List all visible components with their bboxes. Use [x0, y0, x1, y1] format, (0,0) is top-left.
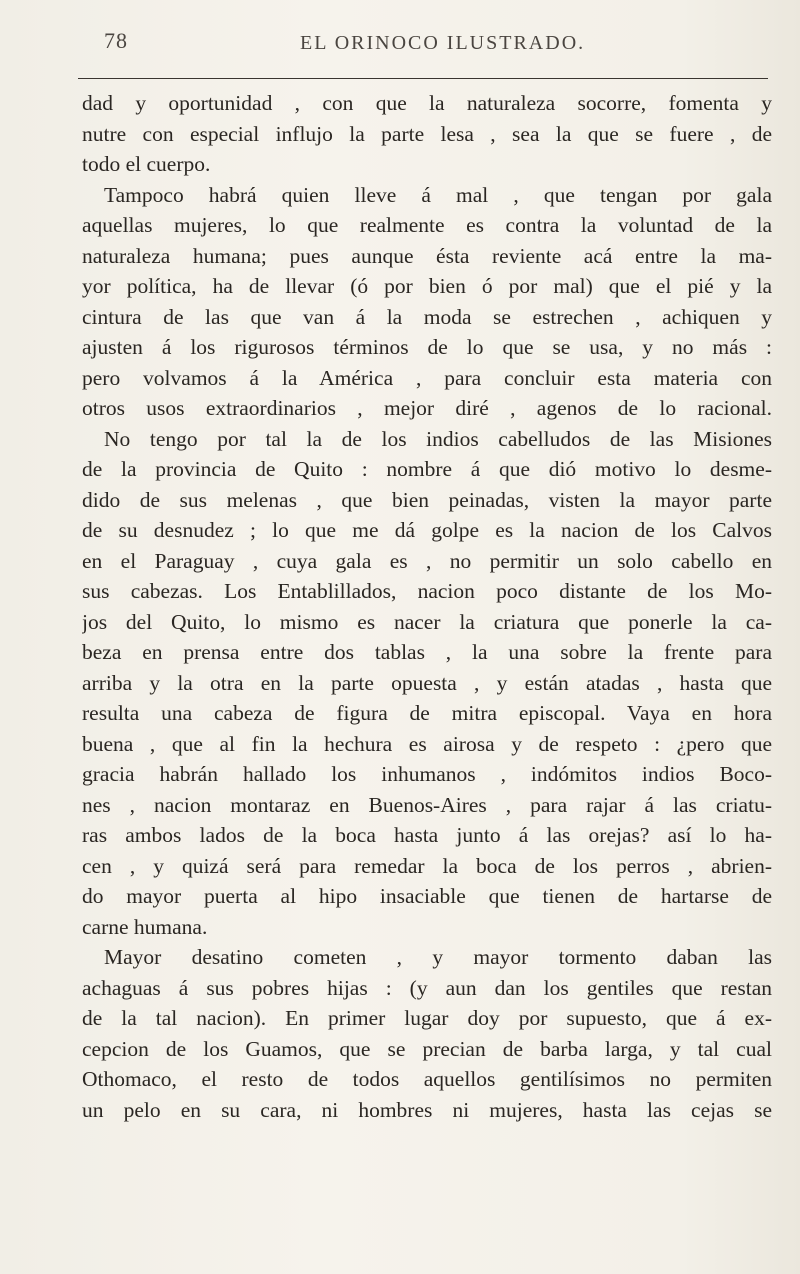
text-line: carne humana. [82, 914, 208, 939]
body-text [82, 88, 772, 1125]
text-line: Othomaco, el resto de todos aquellos gentilísimos no permiten [82, 1067, 772, 1091]
text-line: jos del Quito, lo mismo es nacer la criatura que ponerle la ca- [82, 609, 772, 634]
text-line: resulta una cabeza de figura de mitra episcopal. Vaya en hora [82, 701, 772, 725]
text-line: sus cabezas. Los Entablillados, nacion poco distante de los Mo- [82, 579, 772, 603]
text-line: en el Paraguay , cuya gala es , no permitir un solo cabello en [82, 548, 772, 573]
text-line: gracia habrán hallado los inhumanos , indómitos indios Boco- [82, 762, 772, 786]
text-line: beza en prensa entre dos tablas , la una sobre la frente para [82, 640, 772, 664]
text-line: todo el cuerpo. [82, 152, 211, 176]
text-line: un pelo en su cara, ni hombres ni mujeres, hasta las cejas se [82, 1097, 772, 1122]
header-rule [78, 78, 768, 79]
text-line: achaguas á sus pobres hijas : (y aun dan los gentiles que restan [82, 975, 772, 1000]
text-line: nutre con especial influjo la parte lesa , sea la que se fuere , de [82, 121, 772, 146]
text-line: aquellas mujeres, lo que realmente es contra la voluntad de la [82, 213, 772, 237]
text-line: naturaleza humana; pues aunque ésta reviente acá entre la ma- [82, 243, 772, 268]
text-line: ajusten á los rigurosos términos de lo que se usa, y no más : [82, 335, 772, 359]
page-number: 78 [104, 28, 128, 53]
text-line: cen , y quizá será para remedar la boca de los perros , abrien- [82, 853, 772, 878]
text-line: de su desnudez ; lo que me dá golpe es la nacion de los Calvos [82, 518, 772, 542]
text-line: otros usos extraordinarios , mejor diré , agenos de lo racional. [82, 396, 772, 420]
text-line: No tengo por tal la de los indios cabelludos de las Misiones [104, 426, 772, 451]
page-header [0, 28, 800, 60]
running-title: EL ORINOCO ILUSTRADO. [300, 32, 586, 54]
text-line: Tampoco habrá quien lleve á mal , que tengan por gala [104, 182, 772, 207]
text-line: Mayor desatino cometen , y mayor tormento daban las [104, 945, 772, 969]
text-line: cintura de las que van á la moda se estrechen , achiquen y [82, 304, 772, 329]
text-line: de la tal nacion). En primer lugar doy por supuesto, que á ex- [82, 1006, 772, 1030]
text-line: yor política, ha de llevar (ó por bien ó por mal) que el pié y la [82, 274, 772, 298]
text-line: arriba y la otra en la parte opuesta , y están atadas , hasta que [82, 670, 772, 695]
text-line: de la provincia de Quito : nombre á que dió motivo lo desme- [82, 457, 772, 481]
text-line: dido de sus melenas , que bien peinadas, visten la mayor parte [82, 487, 772, 512]
text-line: ras ambos lados de la boca hasta junto á las orejas? así lo ha- [82, 823, 772, 847]
text-line: pero volvamos á la América , para concluir esta materia con [82, 365, 772, 390]
text-line: nes , nacion montaraz en Buenos-Aires , para rajar á las criatu- [82, 792, 772, 817]
text-line: buena , que al fin la hechura es airosa y de respeto : ¿pero que [82, 731, 772, 756]
text-line: dad y oportunidad , con que la naturaleza socorre, fomenta y [82, 91, 772, 115]
text-line: cepcion de los Guamos, que se precian de barba larga, y tal cual [82, 1036, 772, 1061]
text-line: do mayor puerta al hipo insaciable que tienen de hartarse de [82, 884, 772, 908]
